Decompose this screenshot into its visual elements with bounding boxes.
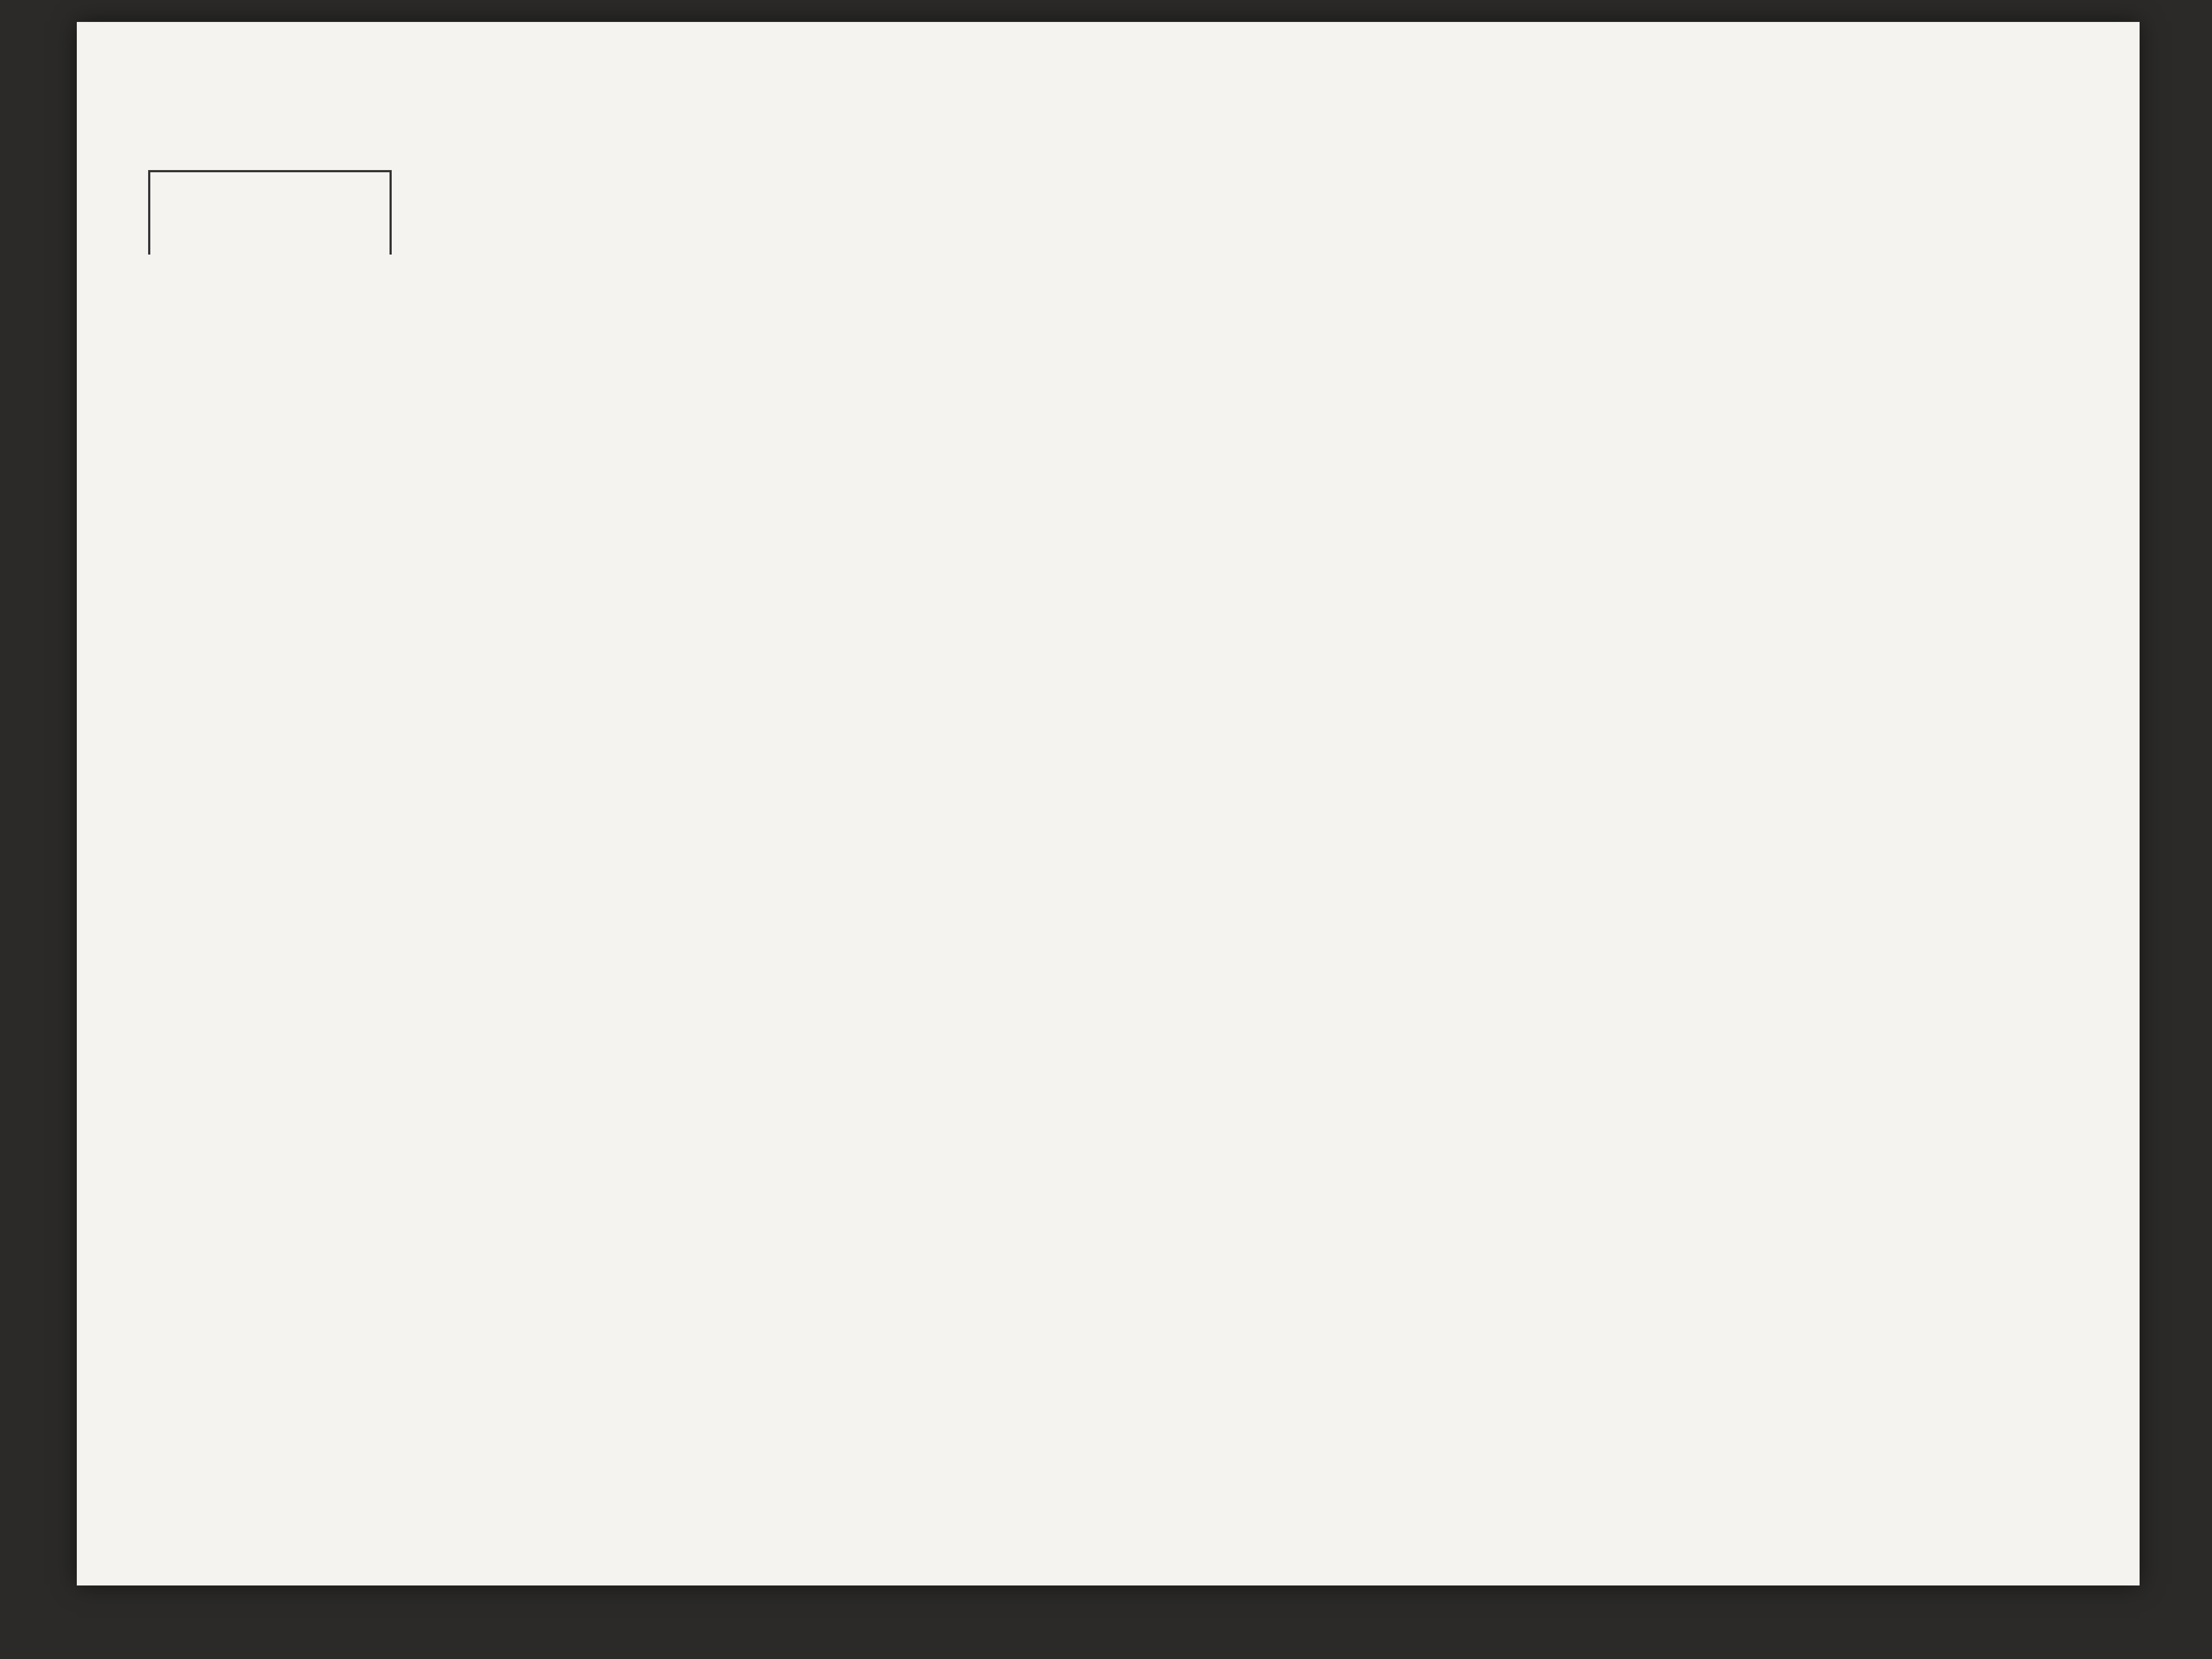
schedule-table: [148, 170, 2042, 255]
partner-name-header: [149, 171, 391, 255]
schedule-sheet: [77, 22, 2140, 1585]
